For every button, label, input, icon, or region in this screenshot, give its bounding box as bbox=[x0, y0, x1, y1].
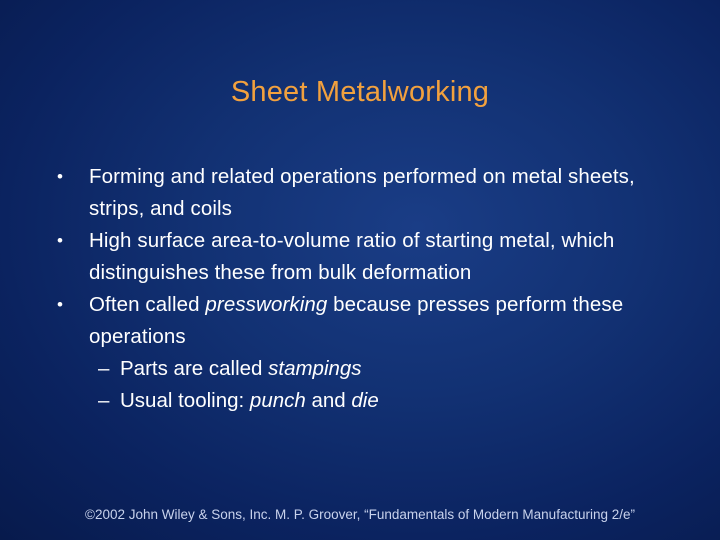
sub-bullet-item bbox=[54, 385, 694, 417]
bullet-marker: • bbox=[57, 295, 64, 314]
sub-bullet-text-mid: and bbox=[305, 389, 352, 412]
sub-bullet-marker: – bbox=[98, 357, 110, 380]
sub-bullet-text-pre: Usual tooling: bbox=[120, 389, 250, 412]
bullet-marker: • bbox=[57, 231, 64, 250]
bullet-list bbox=[54, 161, 694, 417]
bullet-marker: • bbox=[57, 167, 64, 186]
slide-footer: ©2002 John Wiley & Sons, Inc. M. P. Groover, “Fundamentals of Modern Manufacturing 2/e” bbox=[85, 507, 635, 522]
sub-bullet-emphasis-die: die bbox=[351, 389, 379, 412]
sub-bullet-emphasis: stampings bbox=[268, 357, 362, 380]
sub-bullet-marker: – bbox=[98, 389, 110, 412]
slide-title: Sheet Metalworking bbox=[230, 76, 490, 108]
bullet-text-pre: Often called bbox=[89, 293, 206, 316]
bullet-item bbox=[54, 225, 694, 289]
bullet-text: High surface area‑to‑volume ratio of starting metal, which distinguishes these from bulk deformation bbox=[89, 229, 615, 284]
bullet-item bbox=[54, 161, 694, 225]
bullet-emphasis: pressworking bbox=[205, 293, 328, 316]
sub-bullet-text-pre: Parts are called bbox=[120, 357, 269, 380]
bullet-text: Forming and related operations performed on metal sheets, strips, and coils bbox=[89, 165, 635, 220]
sub-bullet-item bbox=[54, 353, 694, 385]
bullet-text-post: because presses perform these operations bbox=[89, 293, 624, 348]
bullet-item bbox=[54, 289, 694, 353]
sub-bullet-emphasis-punch: punch bbox=[249, 389, 306, 412]
